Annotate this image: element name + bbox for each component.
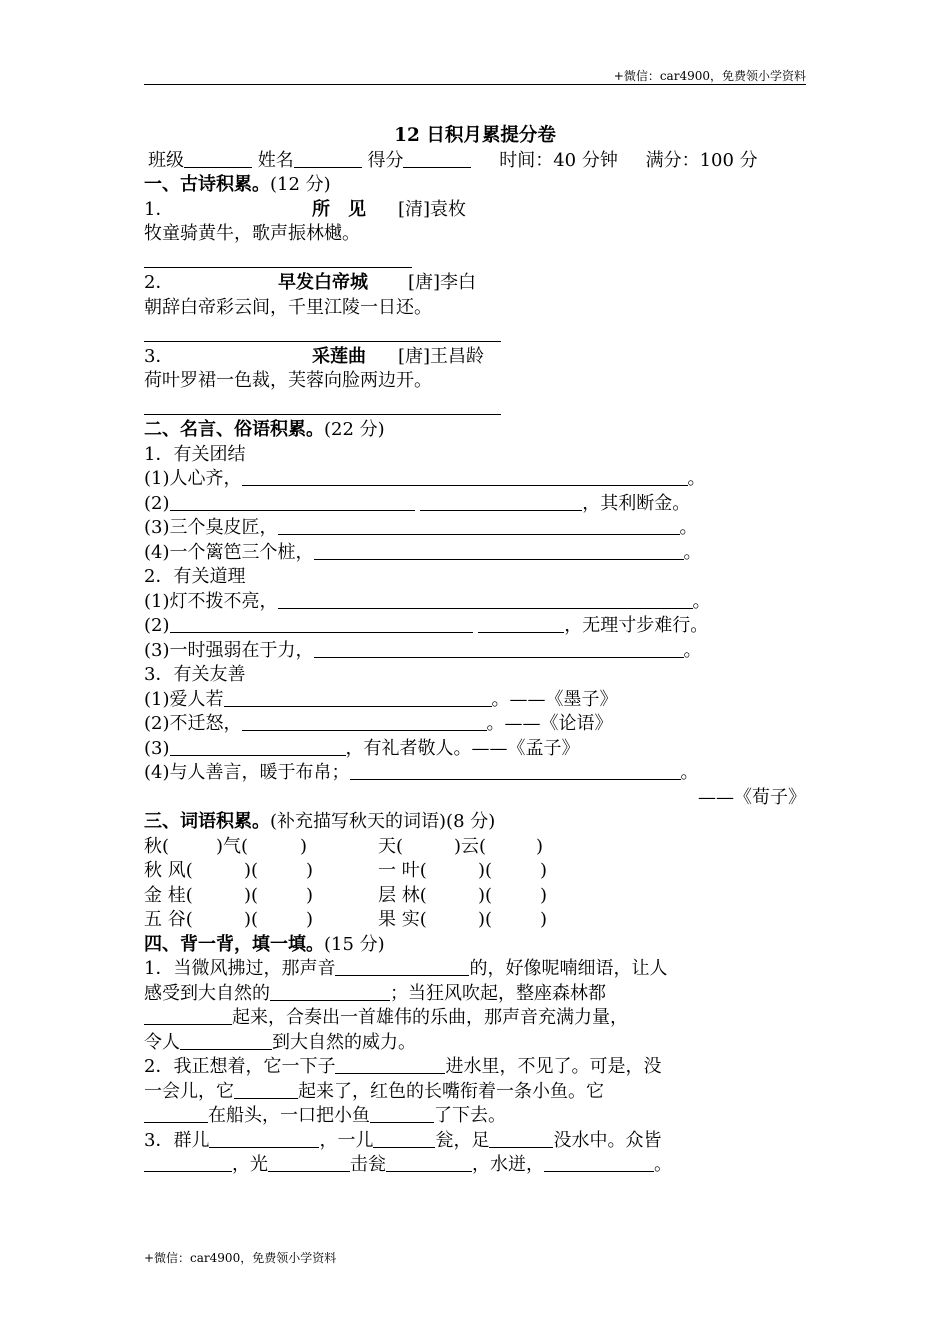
section-1-points: (12 分)	[270, 174, 331, 195]
p2-blank-1[interactable]	[335, 1055, 445, 1074]
item-2-2-prefix: (2)	[144, 615, 170, 636]
p1-text-a: 1．当微风拂过，那声音	[144, 958, 336, 979]
item-2-1-prefix: (1)灯不拨不亮，	[144, 590, 278, 612]
section-4-points: (15 分)	[324, 933, 385, 955]
section-4-heading	[144, 933, 806, 958]
poem-2-answer[interactable]	[144, 320, 806, 345]
item-2-1-suffix: 。	[692, 590, 711, 612]
poem-2-num: 2．	[144, 272, 174, 293]
poem-2-line: 朝辞白帝彩云间，千里江陵一日还。	[144, 296, 432, 318]
word-1-a: 秋(	[144, 835, 170, 857]
word-row-3	[144, 884, 806, 909]
word-4-c: )	[540, 860, 548, 881]
p1-text-g: 到大自然的威力。	[272, 1031, 416, 1053]
poem-1-num: 1．	[144, 198, 174, 220]
word-7-a: 五 谷(	[144, 909, 193, 930]
word-row-4	[144, 908, 806, 933]
item-3-2-blank[interactable]	[242, 712, 487, 731]
word-row-1	[144, 835, 806, 860]
item-3-4	[144, 761, 806, 786]
section-4-title: 四、背一背，填一填。	[144, 933, 324, 955]
item-3-1-prefix: (1)爱人若	[144, 688, 224, 710]
word-3-a: 秋 风(	[144, 860, 193, 881]
p1-text-b: 的，好像呢喃细语，让人	[469, 958, 668, 979]
item-3-4-suffix: 。	[680, 762, 699, 783]
item-2-2-blank-a[interactable]	[170, 614, 473, 633]
poem-3-author: [唐]王昌龄	[398, 345, 485, 367]
item-2-2	[144, 614, 806, 639]
item-1-4	[144, 541, 806, 566]
word-2-b: )云(	[454, 835, 487, 857]
p2-blank-3[interactable]	[144, 1104, 208, 1123]
p3-text-g: ，水迸，	[472, 1154, 544, 1175]
group-1-label: 1．有关团结	[144, 443, 246, 465]
poem-3-title: 采莲曲	[312, 345, 366, 367]
poem-3-answer[interactable]	[144, 394, 806, 419]
item-1-3-prefix: (3)三个臭皮匠，	[144, 517, 278, 538]
worksheet	[144, 124, 806, 1178]
item-1-2-suffix: ，其利断金。	[582, 492, 691, 514]
p3-text-a: 3．群儿	[144, 1129, 210, 1151]
p2-blank-4[interactable]	[370, 1104, 434, 1123]
poem-2-title-row	[144, 271, 806, 296]
p3-blank-4[interactable]	[144, 1153, 232, 1172]
p3-text-b: ，一儿	[319, 1129, 374, 1151]
item-1-2	[144, 492, 806, 517]
passage-3-line-1	[144, 1129, 806, 1154]
header-rule	[144, 84, 806, 85]
word-7-b: )(	[244, 909, 259, 930]
time-label: 时间：40 分钟	[499, 149, 618, 171]
item-3-2	[144, 712, 806, 737]
p3-blank-7[interactable]	[544, 1153, 654, 1172]
item-2-3-blank[interactable]	[314, 639, 684, 658]
word-2-c: )	[536, 835, 544, 857]
name-label: 姓名	[257, 149, 294, 171]
word-3-b: )(	[244, 860, 259, 881]
item-2-3-prefix: (3)一时强弱在于力，	[144, 639, 314, 661]
item-3-1-suffix: 。——《墨子》	[491, 688, 618, 710]
item-1-3-blank[interactable]	[278, 516, 680, 535]
passage-1-line-3	[144, 1006, 806, 1031]
item-3-1	[144, 688, 806, 713]
item-1-1-prefix: (1)人心齐，	[144, 468, 242, 489]
poem-2-title: 早发白帝城	[278, 272, 368, 293]
poem-1-answer[interactable]	[144, 247, 806, 272]
p2-text-e: 在船头，一口把小鱼	[208, 1105, 370, 1126]
poem-1-line: 牧童骑黄牛，歌声振林樾。	[144, 223, 360, 244]
header-note: +微信：car4900，免费领小学资料	[613, 69, 806, 83]
item-1-3	[144, 516, 806, 541]
p1-blank-4[interactable]	[180, 1031, 272, 1050]
word-2-a: 天(	[378, 835, 404, 857]
item-2-3	[144, 639, 806, 664]
p1-text-d: ；当狂风吹起，整座森林都	[390, 982, 606, 1004]
p3-text-e: ，光	[232, 1154, 268, 1175]
item-1-1-suffix: 。	[687, 468, 706, 489]
p1-text-c: 感受到大自然的	[144, 982, 270, 1004]
item-3-2-prefix: (2)不迁怒，	[144, 713, 242, 734]
passage-3-line-2	[144, 1153, 806, 1178]
p3-blank-5[interactable]	[268, 1153, 350, 1172]
word-3-c: )	[306, 860, 314, 881]
passage-2-line-3	[144, 1104, 806, 1129]
item-1-2-prefix: (2)	[144, 492, 170, 514]
p3-text-h: 。	[654, 1154, 672, 1175]
word-4-b: )(	[478, 860, 493, 881]
item-1-2-blank-b[interactable]	[420, 492, 582, 511]
section-3-heading	[144, 810, 806, 835]
score-blank[interactable]	[403, 149, 471, 168]
p2-blank-2[interactable]	[234, 1080, 298, 1099]
item-3-1-blank[interactable]	[224, 688, 492, 707]
passage-2-line-1	[144, 1055, 806, 1080]
passage-2-line-2	[144, 1080, 806, 1105]
section-3-title: 三、词语积累。	[144, 811, 270, 832]
item-3-4-prefix: (4)与人善言，暖于布帛；	[144, 762, 350, 783]
poem-3-num: 3．	[144, 345, 174, 367]
p1-text-f: 令人	[144, 1031, 180, 1053]
item-2-2-suffix: ，无理寸步难行。	[564, 615, 709, 636]
class-blank[interactable]	[184, 149, 252, 168]
word-8-c: )	[540, 909, 548, 930]
poem-2-author: [唐]李白	[408, 272, 477, 293]
p1-blank-1[interactable]	[335, 957, 469, 976]
name-blank[interactable]	[294, 149, 362, 168]
group-2-label: 2．有关道理	[144, 566, 246, 587]
word-1-b: )气(	[216, 835, 249, 857]
word-6-c: )	[540, 884, 548, 906]
score-label: 得分	[367, 149, 404, 171]
poem-1-title: 所 见	[312, 198, 366, 220]
p2-text-c: 一会儿，它	[144, 1080, 234, 1102]
word-6-a: 层 林(	[378, 884, 427, 906]
poem-3-line: 荷叶罗裙一色裁，芙蓉向脸两边开。	[144, 370, 432, 391]
section-3-note: (补充描写秋天的词语)(8 分)	[270, 811, 496, 832]
p3-text-f: 击瓮	[350, 1154, 386, 1175]
word-row-2	[144, 859, 806, 884]
p3-text-c: 瓮，足	[435, 1129, 490, 1151]
item-3-4-blank[interactable]	[350, 761, 681, 780]
p1-text-e: 起来，合奏出一首雄伟的乐曲，那声音充满力量，	[232, 1007, 628, 1028]
p3-text-d: 没水中。众皆	[553, 1129, 662, 1151]
full-score-label: 满分：100 分	[645, 149, 758, 171]
info-row	[144, 149, 806, 174]
word-8-a: 果 实(	[378, 909, 427, 930]
p1-blank-2[interactable]	[270, 982, 390, 1001]
p2-text-a: 2．我正想着，它一下子	[144, 1056, 336, 1077]
p2-text-d: 起来了，红色的长嘴衔着一条小鱼。它	[298, 1080, 604, 1102]
item-2-3-suffix: 。	[683, 639, 702, 661]
p2-text-f: 了下去。	[434, 1105, 506, 1126]
item-1-4-suffix: 。	[683, 541, 702, 563]
item-1-4-prefix: (4)一个篱笆三个桩，	[144, 541, 314, 563]
item-3-2-suffix: 。——《论语》	[486, 713, 613, 734]
passage-1-line-1	[144, 957, 806, 982]
p3-blank-6[interactable]	[386, 1153, 472, 1172]
page-title: 12 日积月累提分卷	[394, 125, 556, 146]
item-2-1-blank[interactable]	[278, 590, 693, 609]
word-6-b: )(	[478, 884, 493, 906]
p3-blank-3[interactable]	[489, 1129, 553, 1148]
item-2-2-blank-b[interactable]	[478, 614, 564, 633]
item-3-4-source: ——《荀子》	[698, 786, 806, 808]
item-3-3-blank[interactable]	[170, 737, 346, 756]
item-1-1	[144, 467, 806, 492]
item-3-3-suffix: ，有礼者敬人。——《孟子》	[345, 737, 580, 759]
p1-blank-3[interactable]	[144, 1006, 232, 1025]
word-4-a: 一 叶(	[378, 860, 427, 881]
section-2-points: (22 分)	[324, 419, 385, 440]
item-1-3-suffix: 。	[679, 517, 698, 538]
p2-text-b: 进水里，不见了。可是，没	[445, 1056, 662, 1077]
word-5-b: )(	[244, 884, 259, 906]
section-2-heading	[144, 418, 806, 443]
item-3-3	[144, 737, 806, 762]
p3-blank-2[interactable]	[373, 1129, 435, 1148]
p3-blank-1[interactable]	[209, 1129, 319, 1148]
poem-1-author: [清]袁枚	[398, 198, 467, 220]
word-5-c: )	[306, 884, 314, 906]
footer-note: +微信：car4900，免费领小学资料	[144, 1251, 337, 1265]
item-1-4-blank[interactable]	[314, 541, 684, 560]
item-3-3-prefix: (3)	[144, 737, 170, 759]
item-2-1	[144, 590, 806, 615]
passage-1-line-4	[144, 1031, 806, 1056]
item-1-2-blank-a[interactable]	[170, 492, 415, 511]
word-1-c: )	[300, 835, 308, 857]
class-label: 班级	[148, 149, 184, 171]
passage-1-line-2	[144, 982, 806, 1007]
poem-1-title-row	[144, 198, 806, 223]
section-1-title: 一、古诗积累。	[144, 174, 270, 195]
section-1-heading	[144, 173, 806, 198]
word-8-b: )(	[478, 909, 493, 930]
poem-3-title-row	[144, 345, 806, 370]
section-2-title: 二、名言、俗语积累。	[144, 419, 324, 440]
item-1-1-blank[interactable]	[242, 467, 688, 486]
word-5-a: 金 桂(	[144, 884, 193, 906]
group-3-label: 3．有关友善	[144, 664, 246, 685]
word-7-c: )	[306, 909, 314, 930]
